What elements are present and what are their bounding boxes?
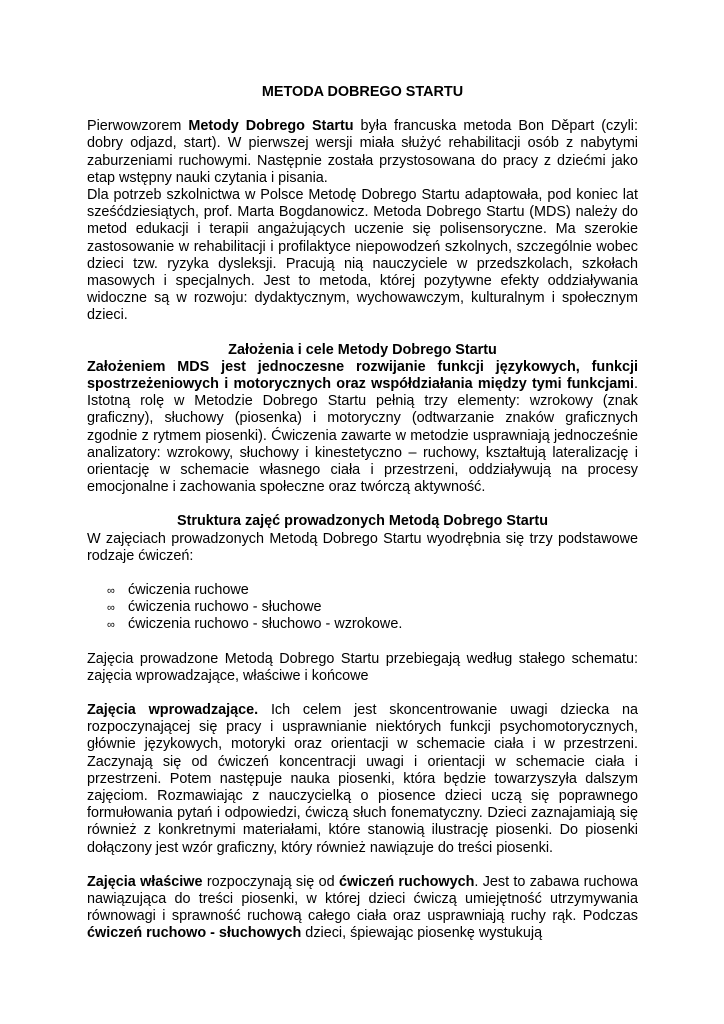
spacer <box>87 496 638 513</box>
introductory-classes-paragraph <box>87 702 638 857</box>
list-item <box>107 599 638 616</box>
introductory-classes-bold: Zajęcia wprowadzające. <box>87 702 259 719</box>
document-title: METODA DOBREGO STARTU <box>261 84 464 100</box>
intro-text-pre: Pierwowzorem <box>87 118 189 135</box>
schema-paragraph: Zajęcia prowadzone Metodą Dobrego Startu przebiegają według stałego schematu: zajęcia wprowadzające, właściwe i końcowe <box>87 650 638 684</box>
list-item-text: ćwiczenia ruchowo - słuchowo - wzrokowe. <box>128 616 403 633</box>
section-heading-assumptions: Założenia i cele Metody Dobrego Startu <box>228 341 497 358</box>
intro-paragraph-2: Dla potrzeb szkolnictwa w Polsce Metodę Dobrego Startu adaptowała, pod koniec lat sześćdziesiątych, prof. Marta Bogdanowicz. Metoda Dobrego Startu (MDS) należy do metod edukacji i terapii angażujących uczenie się polisensoryczne. Ma szerokie zastosowanie w rehabilitacji i profilaktyce niepowodzeń szkolnych, szczególnie wobec dzieci tzw. ryzyka dysleksji. Pracują nią nauczyciele w przedszkolach, szkołach masowych i specjalnych. Jest to metoda, której pozytywne efekty oddziaływania widoczne są w rozwoju: dydaktycznym, wychowawczym, kulturalnym i społecznym dzieci. <box>87 187 638 324</box>
assumptions-paragraph <box>87 359 638 497</box>
main-classes-text-2: . Jest to zabawa ruchowa nawiązująca do treści piosenki, w której dzieci ćwiczą umiejętność utrzymywania równowagi i sprawność ruchową całego ciała oraz usprawniają ruchy rąk. Podczas <box>87 873 639 925</box>
spacer <box>87 857 638 874</box>
infinity-bullet-icon: ∞ <box>107 619 115 632</box>
infinity-bullet-icon: ∞ <box>107 602 115 615</box>
infinity-bullet-icon: ∞ <box>107 585 115 598</box>
main-classes-text-1: rozpoczynają się od <box>202 873 339 890</box>
introductory-classes-text: Ich celem jest skoncentrowanie uwagi dziecka na rozpoczynającej się pracy i usprawnianie niektórych funkcji psychomotorycznych, głównie językowych, motoryki oraz orientacji w schemacie ciała i w przestrzeni. Zaczynają się od ćwiczeń koncentracji uwagi i orientacji w schemacie ciała i przestrzeni. Potem następuje nauka piosenki, która będzie towarzyszyła dalszym zajęciom. Rozmawiając z nauczycielką o piosence dzieci uczą się poprawnego formułowania pytań i odpowiedzi, ćwiczą słuch fonematyczny. Dzieci zaznajamiają się również z konkretnymi materiałami, które stanowią ilustrację piosenki. Do piosenki dołączony jest wzór graficzny, który również nawiązuje do treści piosenki. <box>87 702 638 856</box>
list-item <box>107 582 638 599</box>
intro-paragraph-1 <box>87 118 638 187</box>
list-item-text: ćwiczenia ruchowo - słuchowe <box>128 599 322 616</box>
spacer <box>87 634 638 651</box>
intro-text-post: była francuska metoda Bon Děpart (czyli: dobry odjazd, start). W pierwszej wersji miała służyć rehabilitacji osób z nabytymi zaburzeniami ruchowymi. Następnie została przystosowana do pracy z dziećmi jako etap wstępny nauki czytania i pisania. <box>87 118 638 186</box>
main-classes-text-3: dzieci, śpiewając piosenkę wystukują <box>301 925 543 942</box>
list-item <box>107 616 638 633</box>
assumptions-text: . Istotną rolę w Metodzie Dobrego Startu pełnią trzy elementy: wzrokowy (znak graficzny), słuchowy (piosenka) i motoryczny (odtwarzanie znaków graficznych zgodnie z rytmem piosenki). Ćwiczenia zawarte w metodzie usprawniają jednocześnie analizatory: wzrokowy, słuchowy i kinestetyczno – ruchowy, kształtują lateralizację i orientację w schemacie własnego ciała i przestrzeni, oddziaływują na procesy emocjonalne i zachowania społeczne oraz twórczą aktywność. <box>87 376 638 496</box>
assumptions-bold: Założeniem MDS jest jednoczesne rozwijanie funkcji językowych, funkcji spostrzeżeniowych i motorycznych oraz współdziałania między tymi funkcjami <box>87 358 638 393</box>
main-classes-bold-2: ćwiczeń ruchowych <box>338 873 475 890</box>
spacer <box>87 685 638 702</box>
main-classes-paragraph <box>87 874 638 943</box>
intro-text-bold: Metody Dobrego Startu <box>188 118 354 135</box>
main-classes-bold-1: Zajęcia właściwe <box>87 873 203 890</box>
spacer <box>87 565 638 582</box>
main-classes-bold-3: ćwiczeń ruchowo - słuchowych <box>87 925 302 942</box>
list-item-text: ćwiczenia ruchowe <box>128 582 249 599</box>
exercise-list <box>87 582 638 634</box>
spacer <box>87 325 638 342</box>
structure-intro: W zajęciach prowadzonych Metodą Dobrego Startu wyodrębnia się trzy podstawowe rodzaje ćwiczeń: <box>87 530 638 564</box>
section-heading-structure: Struktura zajęć prowadzonych Metodą Dobrego Startu <box>176 513 548 530</box>
